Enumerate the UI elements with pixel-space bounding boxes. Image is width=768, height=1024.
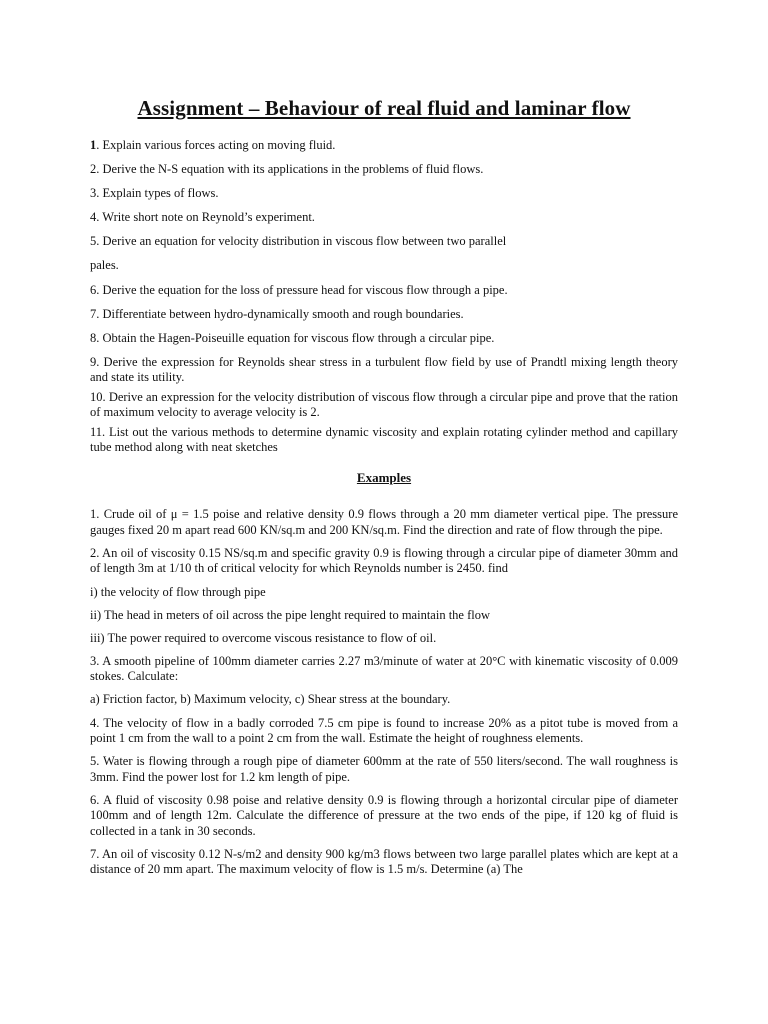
document-title: Assignment – Behaviour of real fluid and laminar flow bbox=[137, 96, 631, 120]
question-item: 8. Obtain the Hagen-Poiseuille equation for viscous flow through a circular pipe. bbox=[90, 330, 495, 345]
question-item: 10. Derive an expression for the velocity distribution of viscous flow through a circular pipe and prove that the ration of maximum velocity to average velocity is 2. bbox=[90, 389, 678, 420]
question-item bbox=[90, 138, 678, 154]
example-item: 3. A smooth pipeline of 100mm diameter carries 2.27 m3/minute of water at 20°C with kinematic viscosity of 0.009 stokes. Calculate: bbox=[90, 653, 678, 684]
question-text: . Explain various forces acting on moving fluid. bbox=[96, 138, 336, 152]
example-item: 2. An oil of viscosity 0.15 NS/sq.m and specific gravity 0.9 is flowing through a circular pipe of diameter 30mm and of length 3m at 1/10 th of critical velocity for which Reynolds number is 2450. find bbox=[90, 545, 678, 576]
example-item: 5. Water is flowing through a rough pipe of diameter 600mm at the rate of 550 liters/second. The wall roughness is 3mm. Find the power lost for 1.2 km length of pipe. bbox=[90, 754, 678, 784]
content-body bbox=[90, 138, 678, 885]
question-item-continuation: pales. bbox=[90, 258, 119, 273]
example-subitem: iii) The power required to overcome viscous resistance to flow of oil. bbox=[90, 630, 437, 645]
question-item: 5. Derive an equation for velocity distribution in viscous flow between two parallel bbox=[90, 234, 507, 249]
examples-list bbox=[90, 507, 678, 877]
example-item: 4. The velocity of flow in a badly corroded 7.5 cm pipe is found to increase 20% as a pitot tube is moved from a point 1 cm from the wall to a point 2 cm from the wall. Estimate the height of roughness elements. bbox=[90, 715, 678, 745]
question-item: 7. Differentiate between hydro-dynamically smooth and rough boundaries. bbox=[90, 306, 464, 321]
example-item: 6. A fluid of viscosity 0.98 poise and relative density 0.9 is flowing through a horizontal circular pipe of diameter 100mm and of length 12m. Calculate the difference of pressure at the two ends of the pipe, if 120 kg of fluid is collected in a tank in 30 seconds. bbox=[90, 792, 678, 838]
example-subitem: ii) The head in meters of oil across the pipe lenght required to maintain the flow bbox=[90, 607, 490, 622]
question-item: 9. Derive the expression for Reynolds shear stress in a turbulent flow field by use of Prandtl mixing length theory and state its utility. bbox=[90, 354, 678, 385]
examples-heading: Examples bbox=[356, 469, 412, 485]
question-item: 4. Write short note on Reynold’s experiment. bbox=[90, 210, 315, 225]
example-item: 7. An oil of viscosity 0.12 N-s/m2 and density 900 kg/m3 flows between two large parallel plates which are kept at a distance of 20 mm apart. The maximum velocity of flow is 1.5 m/s. Determine (a) The bbox=[90, 846, 678, 877]
example-subitem: a) Friction factor, b) Maximum velocity, c) Shear stress at the boundary. bbox=[90, 692, 451, 707]
example-subitem: i) the velocity of flow through pipe bbox=[90, 584, 266, 599]
example-item: 1. Crude oil of μ = 1.5 poise and relative density 0.9 flows through a 20 mm diameter vertical pipe. The pressure gauges fixed 20 m apart read 600 KN/sq.m and 200 KN/sq.m. Find the direction and rate of flow through the pipe. bbox=[90, 507, 678, 537]
question-item: 6. Derive the equation for the loss of pressure head for viscous flow through a pipe. bbox=[90, 282, 508, 297]
question-item: 11. List out the various methods to determine dynamic viscosity and explain rotating cylinder method and capillary tube method along with neat sketches bbox=[90, 424, 678, 455]
question-item: 3. Explain types of flows. bbox=[90, 186, 219, 201]
questions-list bbox=[90, 138, 678, 456]
question-number: 1 bbox=[90, 138, 97, 152]
question-item: 2. Derive the N-S equation with its applications in the problems of fluid flows. bbox=[90, 162, 484, 177]
